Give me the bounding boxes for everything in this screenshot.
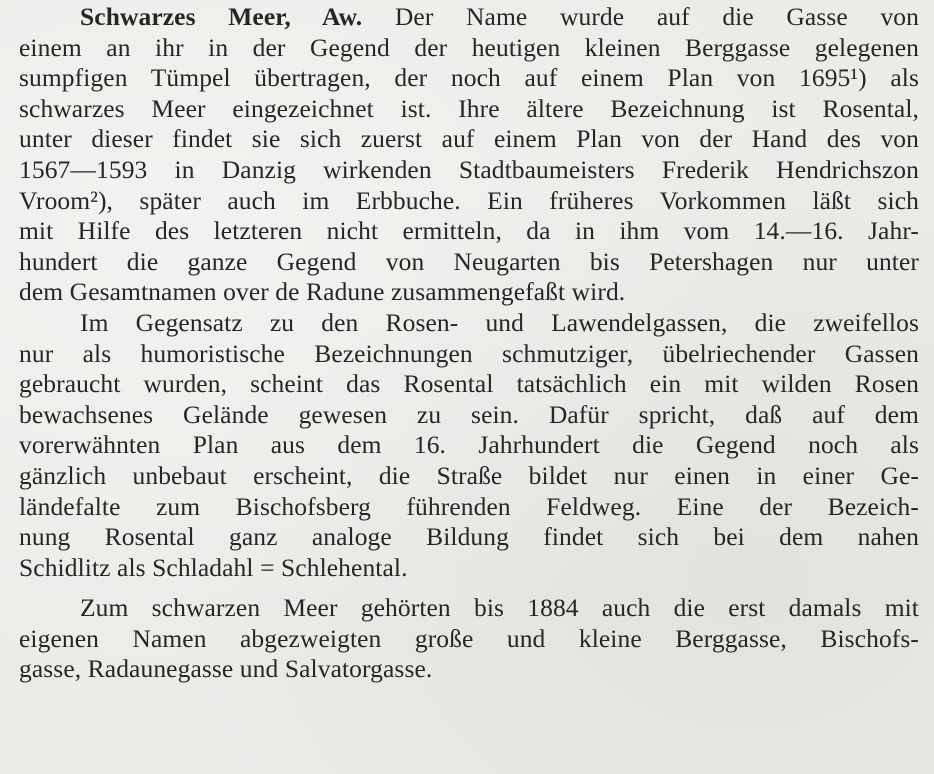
headword: Schwarzes Meer, Aw. (80, 2, 363, 31)
text-line: unter dieser findet sie sich zuerst auf einem Plan von der Hand des von (19, 124, 919, 154)
text-line: vorerwähnten Plan aus dem 16. Jahrhundert die Gegend noch als (19, 430, 919, 460)
article-text (19, 2, 919, 685)
text-line: schwarzes Meer eingezeichnet ist. Ihre ältere Bezeichnung ist Rosental, (19, 93, 919, 123)
text-line: gebraucht wurden, scheint das Rosental tatsächlich ein mit wilden Rosen (19, 369, 919, 399)
text-line: nung Rosental ganz analoge Bildung findet sich bei dem nahen (19, 522, 919, 552)
paragraph-gap (19, 583, 919, 593)
text-line: einem an ihr in der Gegend der heutigen kleinen Berggasse gelegenen (19, 32, 919, 62)
text-line: ländefalte zum Bischofsberg führenden Feldweg. Eine der Bezeich- (19, 491, 919, 521)
text-line: Zum schwarzen Meer gehörten bis 1884 auch die erst damals mit (80, 593, 919, 623)
line-text: Der Name wurde auf die Gasse von (362, 2, 919, 31)
text-line (19, 2, 919, 33)
text-line: Vroom²), später auch im Erbbuche. Ein früheres Vorkommen läßt sich (19, 185, 919, 215)
text-line: bewachsenes Gelände gewesen zu sein. Dafür spricht, daß auf dem (19, 399, 919, 429)
text-line: dem Gesamtnamen over de Radune zusammengefaßt wird. (19, 277, 626, 307)
text-line: Im Gegensatz zu den Rosen- und Lawendelgassen, die zweifellos (80, 307, 919, 337)
text-line: mit Hilfe des letzteren nicht ermitteln, da in ihm vom 14.—16. Jahr- (19, 216, 919, 246)
text-line: gänzlich unbebaut erscheint, die Straße bildet nur einen in einer Ge- (19, 460, 919, 490)
text-line: hundert die ganze Gegend von Neugarten bis Petershagen nur unter (19, 246, 919, 276)
text-line: gasse, Radaunegasse und Salvatorgasse. (19, 654, 433, 684)
text-line: nur als humoristische Bezeichnungen schmutziger, übelriechender Gassen (19, 338, 919, 368)
text-line: eigenen Namen abgezweigten große und kleine Berggasse, Bischofs- (19, 623, 919, 653)
text-line: Schidlitz als Schladahl = Schlehental. (19, 552, 408, 582)
text-line: 1567—1593 in Danzig wirkenden Stadtbaumeisters Frederik Hendrichszon (19, 154, 919, 184)
text-line: sumpfigen Tümpel übertragen, der noch auf einem Plan von 1695¹) als (19, 63, 919, 93)
